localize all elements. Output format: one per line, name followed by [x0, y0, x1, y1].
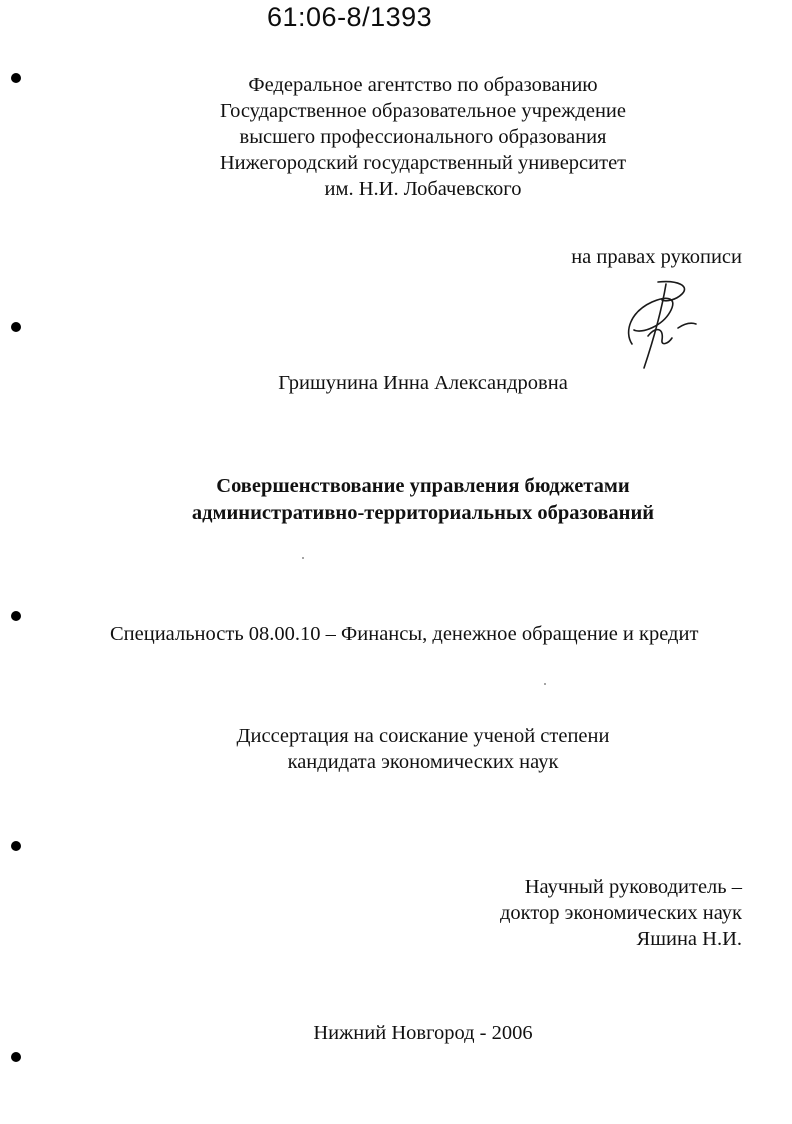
institution-line: им. Н.И. Лобачевского	[324, 178, 522, 200]
rights-note: на правах рукописи	[571, 246, 742, 268]
document-number: 61:06-8/1393	[267, 2, 433, 32]
author-name: Гришунина Инна Александровна	[278, 372, 568, 394]
specialty: Специальность 08.00.10 – Финансы, денежное обращение и кредит	[110, 623, 699, 645]
punch-hole-dot	[11, 841, 21, 851]
advisor-line: Научный руководитель –	[524, 876, 742, 898]
punch-hole-dot	[11, 611, 21, 621]
title-line: Совершенствование управления бюджетами	[216, 475, 630, 497]
city-year: Нижний Новгород - 2006	[313, 1022, 533, 1044]
institution-line: Федеральное агентство по образованию	[248, 74, 598, 96]
title-line: административно-территориальных образований	[191, 502, 655, 524]
institution-line: Нижегородский государственный университет	[219, 152, 627, 174]
punch-hole-dot	[11, 1052, 21, 1062]
degree-line: кандидата экономических наук	[287, 751, 559, 773]
scientific-advisor	[400, 874, 742, 952]
signature	[618, 278, 708, 374]
degree-statement	[0, 723, 792, 775]
institution-line: Государственное образовательное учреждение	[220, 100, 626, 122]
punch-hole-dot	[11, 322, 21, 332]
institution-header	[0, 72, 792, 202]
dissertation-title	[0, 473, 792, 527]
institution-line: высшего профессионального образования	[239, 126, 607, 148]
advisor-line: Яшина Н.И.	[636, 928, 742, 950]
degree-line: Диссертация на соискание ученой степени	[236, 725, 610, 747]
scan-speck	[302, 557, 304, 559]
scan-speck	[544, 683, 546, 685]
advisor-line: доктор экономических наук	[500, 902, 742, 924]
